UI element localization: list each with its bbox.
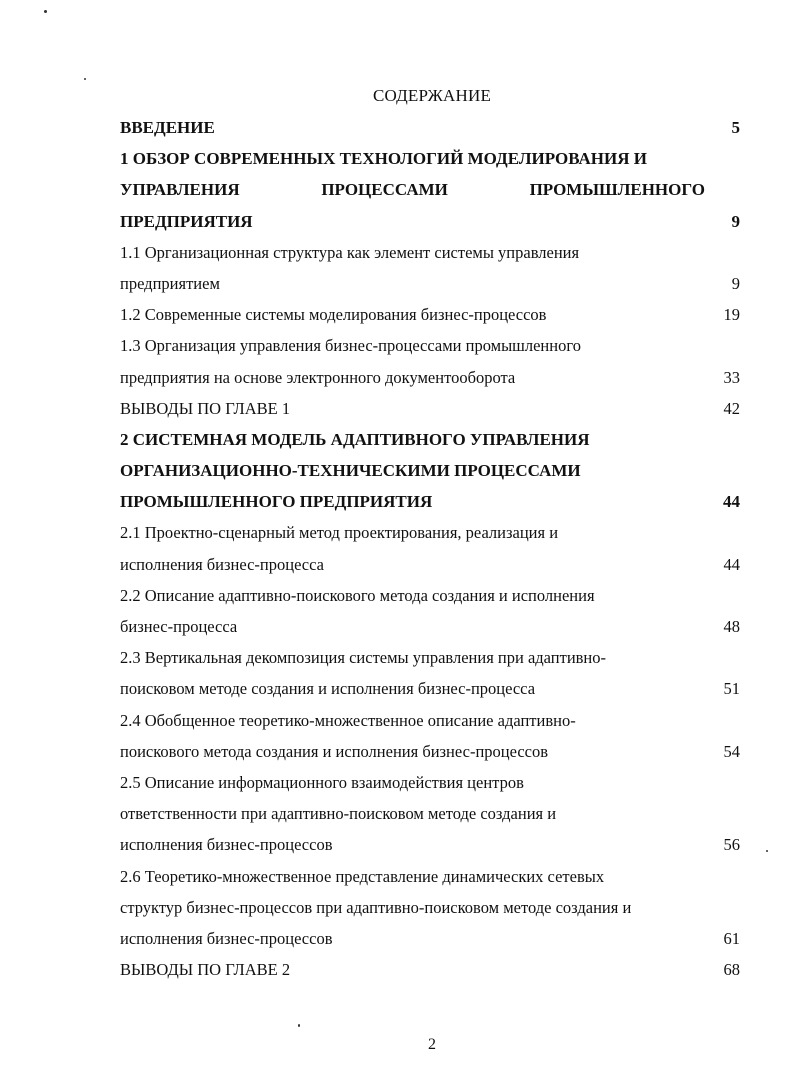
toc-entry-text: 1.2 Современные системы моделирования бизнес-процессов [120, 305, 547, 325]
scan-speck [298, 1024, 300, 1027]
toc-entry-text: предприятия на основе электронного документооборота [120, 367, 516, 387]
toc-entry-text: ПРЕДПРИЯТИЯ [120, 211, 253, 231]
toc-line[interactable] [120, 892, 740, 923]
toc-entry-text: ВЫВОДЫ ПО ГЛАВЕ 1 [120, 398, 291, 418]
toc-entry-word: ПРОМЫШЛЕННОГО [529, 180, 705, 200]
toc-page-number: 44 [723, 554, 740, 574]
toc-entry-text: исполнения бизнес-процессов [120, 835, 333, 855]
toc-justified-line [120, 174, 705, 205]
toc-page-number: 51 [723, 679, 740, 699]
toc-line[interactable] [120, 174, 740, 205]
toc-line[interactable] [120, 673, 740, 704]
toc-line[interactable] [120, 112, 740, 143]
toc-entry-text: поисковом методе создания и исполнения бизнес-процесса [120, 679, 536, 699]
toc-entry-text: ПРОМЫШЛЕННОГО ПРЕДПРИЯТИЯ [120, 492, 433, 512]
toc-entry-text: 2.1 Проектно-сценарный метод проектирования, реализация и [120, 523, 559, 543]
toc-page-number: 48 [723, 617, 740, 636]
toc-line[interactable] [120, 923, 740, 954]
toc-entry-text: ВВЕДЕНИЕ [120, 118, 215, 137]
toc-line[interactable] [120, 486, 740, 517]
toc-line[interactable] [120, 861, 740, 892]
toc-line[interactable] [120, 517, 740, 548]
toc-entry-text: поискового метода создания и исполнения бизнес-процессов [120, 741, 549, 761]
toc-line[interactable] [120, 736, 740, 767]
toc-line[interactable] [120, 798, 740, 829]
toc-page-number: 5 [731, 118, 740, 137]
toc-entry-text: 2.2 Описание адаптивно-поискового метода создания и исполнения [120, 585, 595, 605]
toc-entry-text: структур бизнес-процессов при адаптивно-поисковом методе создания и [120, 897, 632, 917]
page-number: 2 [428, 1036, 436, 1053]
toc-page-number: 68 [723, 960, 740, 980]
toc-entry-text: предприятием [120, 273, 220, 293]
toc-page-number: 19 [723, 305, 740, 325]
toc-line[interactable] [120, 362, 740, 393]
toc-line[interactable] [120, 829, 740, 860]
scan-speck [44, 10, 47, 13]
toc-line[interactable] [120, 330, 740, 361]
toc-line[interactable] [120, 580, 740, 611]
toc-entry-text: 2.3 Вертикальная декомпозиция системы управления при адаптивно- [120, 648, 607, 668]
toc-line[interactable] [120, 705, 740, 736]
toc-line[interactable] [120, 954, 740, 985]
page-title: СОДЕРЖАНИЕ [372, 86, 492, 105]
toc-page-number: 42 [723, 398, 740, 418]
toc-line[interactable] [120, 424, 740, 455]
toc-line[interactable] [120, 455, 740, 486]
toc-line[interactable] [120, 268, 740, 299]
toc-line[interactable] [120, 642, 740, 673]
toc-entry-text: ОРГАНИЗАЦИОННО-ТЕХНИЧЕСКИМИ ПРОЦЕССАМИ [120, 461, 581, 481]
scan-speck [766, 850, 768, 852]
toc-line[interactable] [120, 549, 740, 580]
scan-speck [84, 78, 86, 80]
toc-line[interactable] [120, 393, 740, 424]
toc-entry-text: бизнес-процесса [120, 617, 238, 636]
table-of-contents [120, 112, 740, 985]
toc-entry-word: УПРАВЛЕНИЯ [120, 180, 240, 200]
toc-line[interactable] [120, 143, 740, 174]
toc-page-number: 44 [723, 492, 740, 512]
toc-page-number: 9 [731, 273, 740, 293]
toc-page-number: 54 [723, 741, 740, 761]
toc-entry-word: ПРОЦЕССАМИ [321, 180, 448, 200]
toc-entry-text: исполнения бизнес-процесса [120, 554, 324, 574]
toc-page-number: 56 [723, 835, 740, 855]
toc-entry-text: ответственности при адаптивно-поисковом методе создания и [120, 804, 557, 824]
toc-line[interactable] [120, 237, 740, 268]
toc-entry-text: 1 ОБЗОР СОВРЕМЕННЫХ ТЕХНОЛОГИЙ МОДЕЛИРОВАНИЯ И [120, 149, 647, 169]
toc-line[interactable] [120, 299, 740, 330]
toc-line[interactable] [120, 206, 740, 237]
toc-entry-text: 2.5 Описание информационного взаимодействия центров [120, 772, 524, 792]
toc-entry-text: 2 СИСТЕМНАЯ МОДЕЛЬ АДАПТИВНОГО УПРАВЛЕНИЯ [120, 429, 590, 449]
toc-line[interactable] [120, 611, 740, 642]
toc-entry-text: 1.1 Организационная структура как элемент системы управления [120, 242, 580, 262]
toc-entry-text: 1.3 Организация управления бизнес-процессами промышленного [120, 336, 581, 356]
toc-entry-text: исполнения бизнес-процессов [120, 928, 333, 948]
toc-page-number: 61 [723, 928, 740, 948]
toc-entry-text: 2.4 Обобщенное теоретико-множественное описание адаптивно- [120, 710, 576, 730]
toc-page-number: 9 [731, 211, 740, 231]
toc-entry-text: 2.6 Теоретико-множественное представление динамических сетевых [120, 866, 605, 886]
toc-entry-text: ВЫВОДЫ ПО ГЛАВЕ 2 [120, 960, 291, 980]
toc-line[interactable] [120, 767, 740, 798]
toc-page-number: 33 [723, 367, 740, 387]
